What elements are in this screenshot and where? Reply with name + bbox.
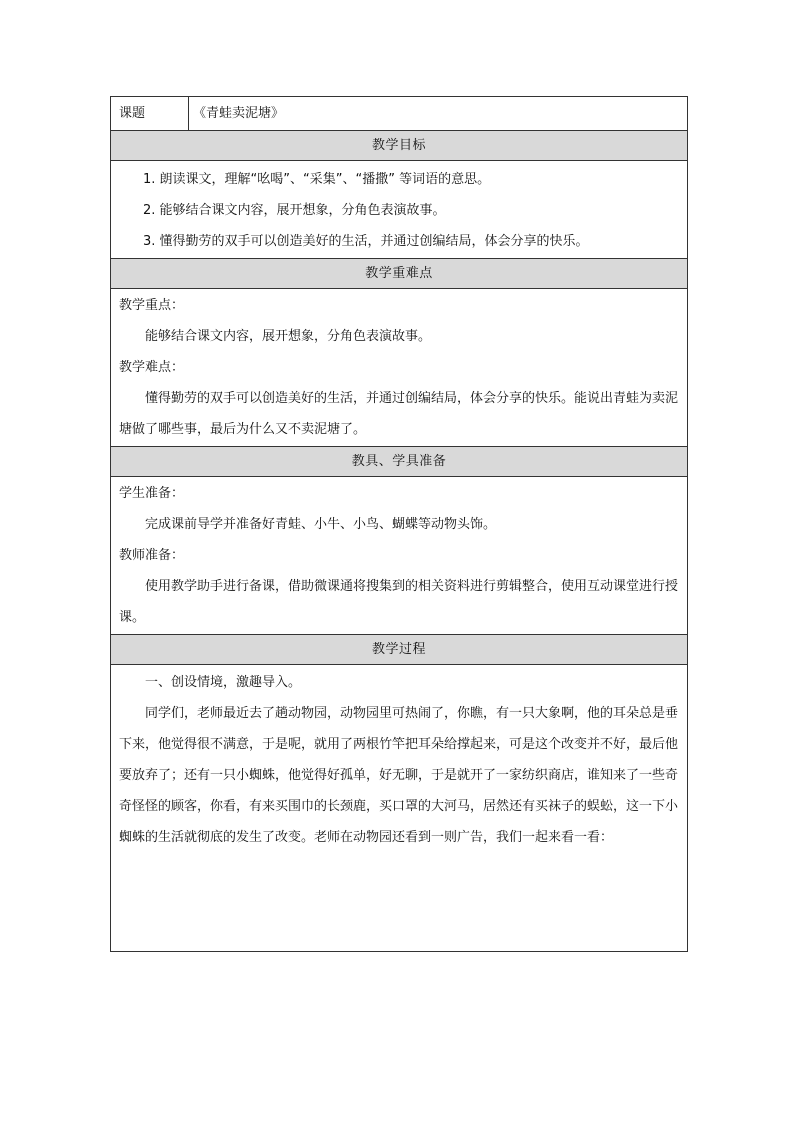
student-prep-label: 学生准备： bbox=[119, 486, 185, 501]
lesson-plan-table bbox=[110, 96, 688, 952]
key-points-header-row bbox=[111, 259, 688, 289]
teacher-prep-text: 使用教学助手进行备课，借助微课通将搜集到的相关资料进行剪辑整合，使用互动课堂进行授课。 bbox=[119, 579, 679, 625]
goal-item-1: 1. 朗读课文，理解“吆喝”、“采集”、“播撒” 等词语的意思。 bbox=[143, 172, 491, 187]
difficulty-label: 教学难点： bbox=[119, 360, 185, 375]
goals-content bbox=[111, 161, 688, 259]
goals-header: 教学目标 bbox=[111, 131, 688, 161]
process-step-1: 一、创设情境，激趣导入。 bbox=[145, 675, 302, 690]
preparation-header: 教具、学具准备 bbox=[111, 447, 688, 477]
goals-content-row bbox=[111, 161, 688, 259]
topic-value: 《青蛙卖泥塘》 bbox=[189, 97, 688, 131]
process-header-row bbox=[111, 635, 688, 665]
goals-header-row bbox=[111, 131, 688, 161]
process-paragraph: 同学们，老师最近去了趟动物园，动物园里可热闹了，你瞧，有一只大象啊，他的耳朵总是垂下来，他觉得很不满意，于是呢，就用了两根竹竿把耳朵给撑起来，可是这个改变并不好，最后他要放弃了；还有一只小蜘蛛，他觉得好孤单，好无聊，于是就开了一家纺织商店，谁知来了一些奇奇怪怪的顾客，你看，有来买围巾的长颈鹿，买口罩的大河马，居然还有买袜子的蜈蚣，这一下小蜘蛛的生活就彻底的发生了改变。老师在动物园还看到一则广告，我们一起来看一看： bbox=[119, 706, 679, 845]
student-prep-text: 完成课前导学并准备好青蛙、小牛、小鸟、蝴蝶等动物头饰。 bbox=[145, 517, 497, 532]
preparation-content-row bbox=[111, 477, 688, 635]
difficulty-text: 懂得勤劳的双手可以创造美好的生活，并通过创编结局，体会分享的快乐。能说出青蛙为卖泥塘做了哪些事，最后为什么又不卖泥塘了。 bbox=[119, 391, 679, 437]
process-header: 教学过程 bbox=[111, 635, 688, 665]
topic-label: 课题 bbox=[111, 97, 189, 131]
key-points-header: 教学重难点 bbox=[111, 259, 688, 289]
focus-text: 能够结合课文内容，展开想象，分角色表演故事。 bbox=[145, 329, 432, 344]
preparation-header-row bbox=[111, 447, 688, 477]
goal-item-2: 2. 能够结合课文内容，展开想象，分角色表演故事。 bbox=[143, 203, 446, 218]
process-content-row bbox=[111, 665, 688, 952]
key-points-content-row bbox=[111, 289, 688, 447]
focus-label: 教学重点： bbox=[119, 298, 185, 313]
process-content bbox=[111, 665, 688, 952]
key-points-content bbox=[111, 289, 688, 447]
preparation-content bbox=[111, 477, 688, 635]
goal-item-3: 3. 懂得勤劳的双手可以创造美好的生活，并通过创编结局，体会分享的快乐。 bbox=[143, 234, 589, 249]
teacher-prep-label: 教师准备： bbox=[119, 548, 185, 563]
topic-row bbox=[111, 97, 688, 131]
